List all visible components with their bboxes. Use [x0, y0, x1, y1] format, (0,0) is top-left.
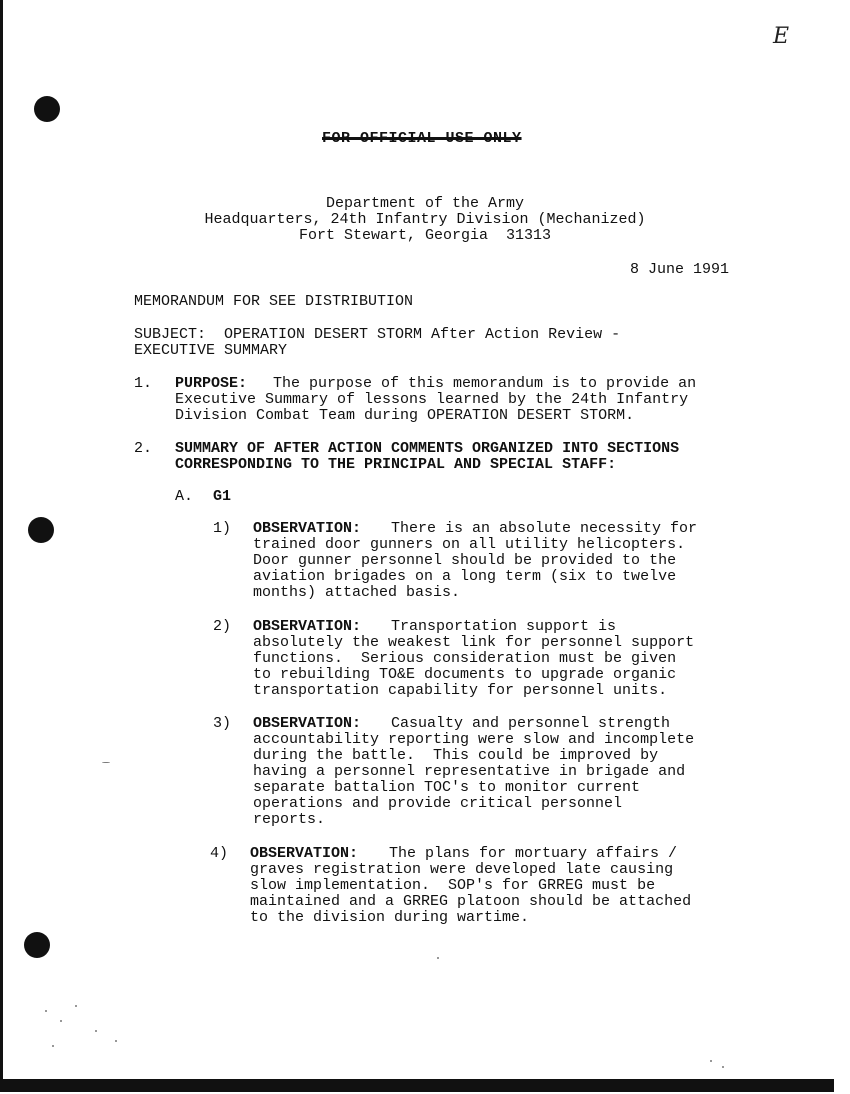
scan-artifact [722, 1066, 724, 1068]
observation-3-label: OBSERVATION: [253, 715, 362, 732]
punch-hole-middle [28, 517, 54, 543]
para1-line-2: Executive Summary of lessons learned by the 24th Infantry [175, 391, 689, 408]
observation-3-line: separate battalion TOC's to monitor current [253, 779, 641, 796]
para2-line-2: CORRESPONDING TO THE PRINCIPAL AND SPECIAL STAFF: [175, 456, 617, 473]
observation-2-line: transportation capability for personnel units. [253, 682, 668, 699]
observation-4-number: 4) [210, 845, 229, 862]
punch-hole-bottom [24, 932, 50, 958]
org-line-1: Department of the Army [325, 195, 525, 212]
scan-artifact [102, 762, 110, 763]
para1-line-1: The purpose of this memorandum is to provide an [273, 375, 697, 392]
section-a-title: G1 [213, 488, 232, 505]
para1-number: 1. [134, 375, 153, 392]
observation-1-line: trained door gunners on all utility helicopters. [253, 536, 686, 553]
observation-2-label: OBSERVATION: [253, 618, 362, 635]
scan-artifact [95, 1030, 97, 1032]
memo-date: 8 June 1991 [630, 261, 730, 278]
scan-left-edge [0, 0, 3, 1082]
observation-4-label: OBSERVATION: [250, 845, 359, 862]
scan-artifact [115, 1040, 117, 1042]
org-line-3: Fort Stewart, Georgia 31313 [298, 227, 552, 244]
para2-line-1: SUMMARY OF AFTER ACTION COMMENTS ORGANIZED INTO SECTIONS [175, 440, 680, 457]
scan-artifact [45, 1010, 47, 1012]
observation-3-line: having a personnel representative in brigade and [253, 763, 686, 780]
observation-4-line: graves registration were developed late causing [250, 861, 674, 878]
observation-1-label: OBSERVATION: [253, 520, 362, 537]
observation-1-line: aviation brigades on a long term (six to twelve [253, 568, 677, 585]
observation-4-line: The plans for mortuary affairs / [389, 845, 678, 862]
observation-2-line: Transportation support is [391, 618, 617, 635]
observation-1-line: There is an absolute necessity for [391, 520, 698, 537]
subject-line-2: EXECUTIVE SUMMARY [134, 342, 288, 359]
org-line-2: Headquarters, 24th Infantry Division (Mechanized) [204, 211, 646, 228]
observation-1-line: Door gunner personnel should be provided to the [253, 552, 677, 569]
para1-heading: PURPOSE: [175, 375, 248, 392]
observation-2-line: to rebuilding TO&E documents to upgrade organic [253, 666, 677, 683]
para2-number: 2. [134, 440, 153, 457]
observation-2-line: absolutely the weakest link for personnel support [253, 634, 695, 651]
subject-line-1: SUBJECT: OPERATION DESERT STORM After Action Review - [134, 326, 621, 343]
observation-4-line: maintained and a GRREG platoon should be attached [250, 893, 692, 910]
scan-artifact [710, 1060, 712, 1062]
observation-3-line: Casualty and personnel strength [391, 715, 671, 732]
observation-3-line: accountability reporting were slow and incomplete [253, 731, 695, 748]
punch-hole-top [34, 96, 60, 122]
observation-1-line: months) attached basis. [253, 584, 461, 601]
section-a-letter: A. [175, 488, 194, 505]
observation-3-line: operations and provide critical personnel [253, 795, 623, 812]
observation-2-line: functions. Serious consideration must be given [253, 650, 677, 667]
scan-bottom-edge [0, 1079, 834, 1092]
observation-2-number: 2) [213, 618, 232, 635]
classification-marking: FOR OFFICIAL USE ONLY [322, 130, 522, 147]
observation-3-line: during the battle. This could be improved by [253, 747, 659, 764]
observation-4-line: slow implementation. SOP's for GRREG must be [250, 877, 656, 894]
memo-for-line: MEMORANDUM FOR SEE DISTRIBUTION [134, 293, 414, 310]
observation-4-line: to the division during wartime. [250, 909, 530, 926]
scan-artifact [75, 1005, 77, 1007]
observation-1-number: 1) [213, 520, 232, 537]
corner-handwritten-mark: E [773, 24, 790, 49]
para1-line-3: Division Combat Team during OPERATION DESERT STORM. [175, 407, 635, 424]
scan-artifact [437, 957, 439, 959]
scan-artifact [60, 1020, 62, 1022]
observation-3-number: 3) [213, 715, 232, 732]
scan-artifact [52, 1045, 54, 1047]
observation-3-line: reports. [253, 811, 326, 828]
